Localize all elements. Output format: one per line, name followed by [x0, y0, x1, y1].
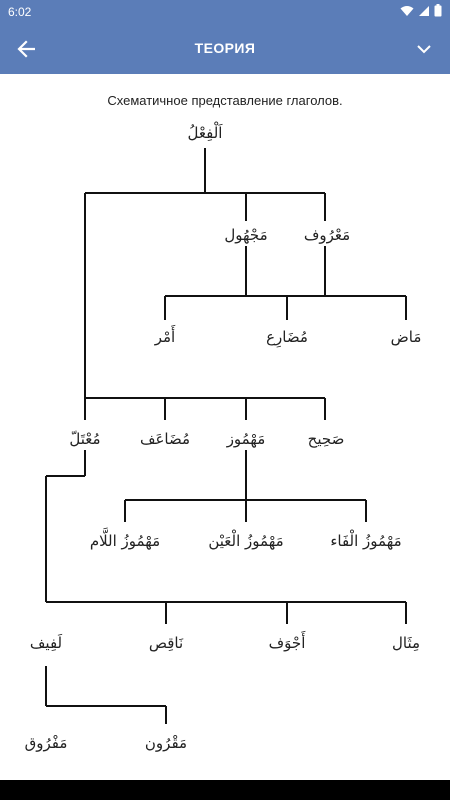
node-lafif: لَفِيف — [29, 634, 63, 652]
node-maqrun: مَقْرُون — [144, 734, 188, 752]
app-bar — [0, 24, 450, 74]
wifi-icon — [400, 5, 414, 17]
node-hamza-ayn: مَهْمُوزُ الْعَيْن — [208, 532, 284, 550]
system-navigation-bar — [0, 780, 450, 800]
signal-icon — [418, 5, 430, 17]
status-bar — [0, 0, 450, 24]
node-mithal: مِثَال — [391, 634, 421, 652]
node-hamza-lam: مَهْمُوزُ اللَّام — [89, 532, 161, 550]
node-majhul: مَجْهُول — [224, 226, 268, 244]
node-mahmuz: مَهْمُوز — [226, 430, 266, 448]
verb-tree-diagram — [0, 74, 450, 780]
status-time: 6:02 — [8, 5, 32, 19]
node-sahih: صَحِيح — [307, 430, 345, 448]
content-area — [0, 74, 450, 780]
node-ajwaf: أَجْوَف — [268, 634, 306, 652]
node-amr: أَمْر — [154, 328, 176, 346]
node-hamza-fa: مَهْمُوزُ الْفَاء — [330, 532, 402, 550]
dropdown-button[interactable] — [410, 35, 438, 63]
diagram-caption: Схематичное представление глаголов. — [107, 93, 343, 108]
node-naqis: نَاقِص — [148, 634, 184, 652]
node-mudaaf: مُضَاعَف — [139, 430, 191, 448]
node-maruf: مَعْرُوف — [303, 226, 351, 244]
page-title: ТЕОРИЯ — [194, 40, 256, 56]
node-madi: مَاض — [390, 328, 422, 346]
chevron-down-icon — [416, 44, 432, 54]
status-icons — [400, 4, 442, 17]
battery-icon — [434, 4, 442, 17]
node-root: اَلْفِعْلُ — [187, 124, 223, 142]
node-mafruq: مَفْرُوق — [24, 734, 68, 752]
node-mutall: مُعْتَلّ — [69, 430, 101, 448]
node-mudari: مُضَارِع — [266, 328, 308, 346]
